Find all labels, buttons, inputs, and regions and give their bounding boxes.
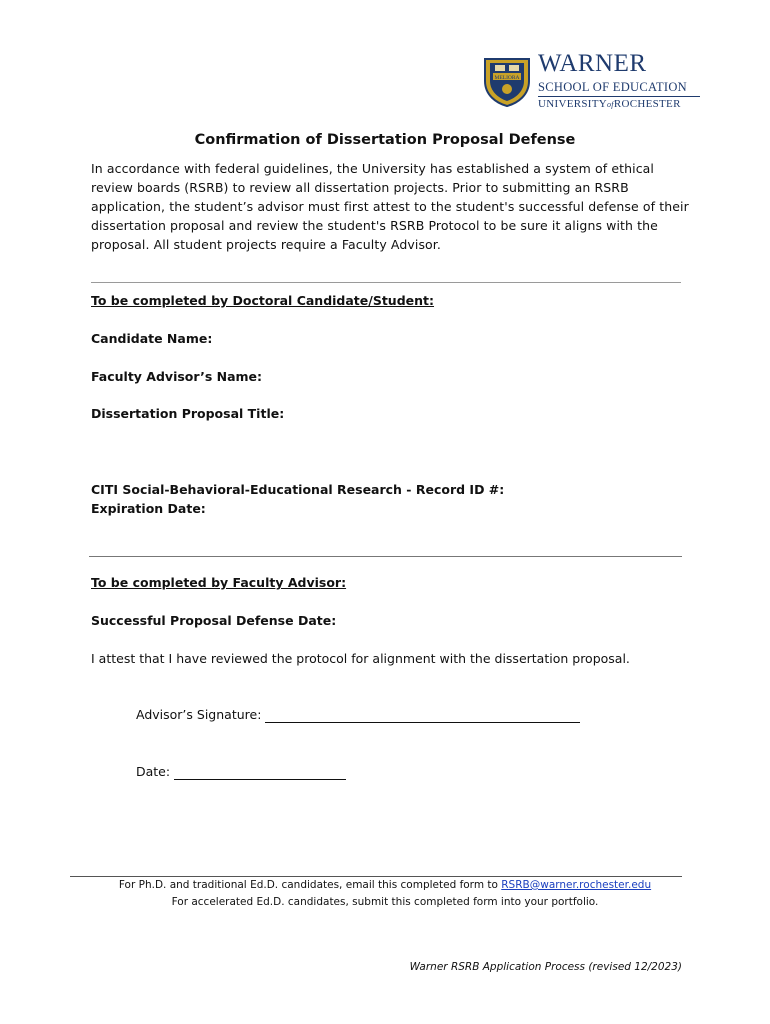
logo-university-word: UNIVERSITY (538, 98, 607, 110)
proposal-title-label: Dissertation Proposal Title: (91, 406, 285, 421)
advisor-section-heading: To be completed by Faculty Advisor: (91, 575, 347, 590)
date-row (136, 764, 346, 780)
footer-divider (70, 876, 682, 877)
attestation-text: I attest that I have reviewed the protocol for alignment with the dissertation proposal. (91, 651, 630, 666)
university-seal-icon (482, 53, 532, 107)
date-label: Date: (136, 764, 171, 779)
date-line[interactable] (174, 764, 346, 780)
section-divider (91, 282, 681, 283)
logo-university-text (538, 98, 681, 110)
rsrb-email-link[interactable]: RSRB@warner.rochester.edu (501, 879, 652, 891)
signature-line[interactable] (265, 707, 580, 723)
student-section-heading: To be completed by Doctoral Candidate/Student: (91, 293, 435, 308)
section-divider (89, 556, 682, 557)
logo-divider (538, 96, 700, 97)
seal-motto: MELIORA (494, 75, 520, 81)
candidate-name-label: Candidate Name: (91, 331, 213, 346)
footer-portfolio-note: For accelerated Ed.D. candidates, submit this completed form into your portfolio. (171, 896, 599, 908)
defense-date-label: Successful Proposal Defense Date: (91, 613, 337, 628)
revision-note: Warner RSRB Application Process (revised 12/2023) (409, 961, 682, 973)
logo-warner-text: WARNER (538, 50, 647, 77)
footer-email-note (0, 879, 770, 891)
form-title: Confirmation of Dissertation Proposal Defense (194, 132, 576, 148)
signature-label: Advisor’s Signature: (136, 707, 262, 722)
logo-school-text: SCHOOL OF EDUCATION (538, 80, 687, 94)
warner-logo (482, 52, 712, 114)
expiration-date-label: Expiration Date: (91, 501, 206, 516)
logo-of-word: of (607, 100, 614, 109)
logo-rochester-word: ROCHESTER (613, 98, 681, 110)
citi-record-label: CITI Social-Behavioral-Educational Research - Record ID #: (91, 482, 505, 497)
signature-row (136, 707, 580, 723)
intro-paragraph: In accordance with federal guidelines, the University has established a system of ethical review boards (RSRB) to review all dissertation projects. Prior to submitting an RSRB application, the student’s advisor must first attest to the student's successful defense of their dissertation proposal and review the student's RSRB Protocol to be sure it aligns with the proposal. All student projects require a Faculty Advisor. (91, 161, 689, 252)
advisor-name-label: Faculty Advisor’s Name: (91, 369, 263, 384)
footer-email-prefix: For Ph.D. and traditional Ed.D. candidates, email this completed form to (118, 879, 502, 891)
